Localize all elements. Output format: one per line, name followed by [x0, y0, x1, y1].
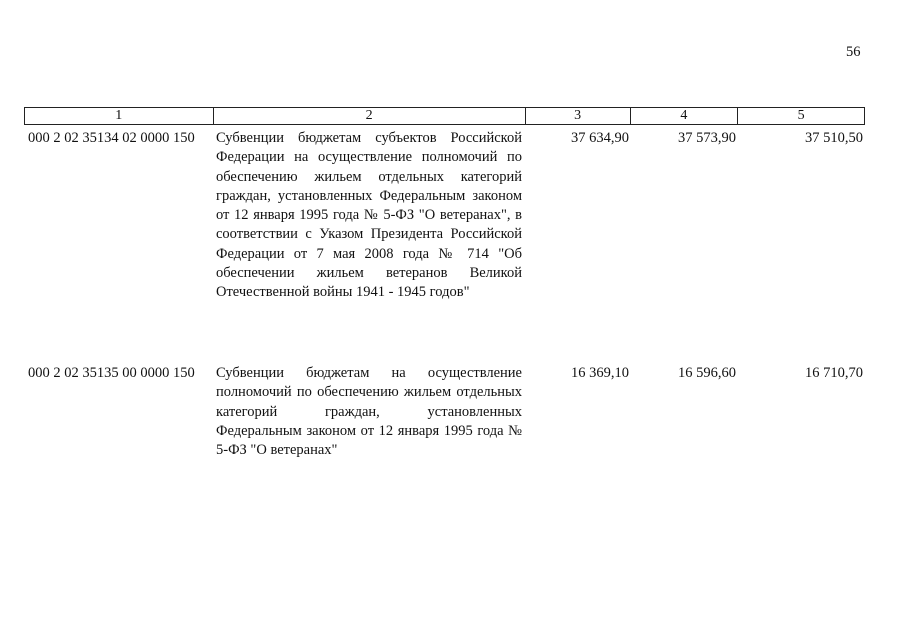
amount-col-5: 16 710,70 [805, 365, 863, 381]
header-cell-1: 1 [25, 108, 214, 124]
amount-col-4: 16 596,60 [678, 365, 736, 381]
page-number: 56 [846, 44, 861, 60]
row-description: Субвенции бюджетам субъектов Российской Федерации на осуществление полномочий по обеспечению жильем отдельных категорий граждан, установленных Федеральным законом от 12 января 1995 года № 5-ФЗ "О ветеранах", в соответствии с Указом Президента Российской Федерации от 7 мая 2008 года № 714 "Об обеспечении жильем ветеранов Великой Отечественной войны 1941 - 1945 годов" [216, 130, 522, 301]
header-cell-2: 2 [214, 108, 526, 124]
budget-table [24, 107, 865, 459]
header-cell-3: 3 [526, 108, 631, 124]
amount-col-4: 37 573,90 [678, 130, 736, 146]
table-row [24, 364, 865, 564]
amount-col-5: 37 510,50 [805, 130, 863, 146]
row-description: Субвенции бюджетам на осуществление полномочий по обеспечению жильем отдельных категорий граждан, установленных Федеральным законом от 12 января 1995 года № 5-ФЗ "О ветеранах" [216, 365, 522, 459]
amount-col-3: 37 634,90 [571, 130, 629, 146]
table-row [24, 129, 865, 329]
table-header-row [24, 107, 865, 125]
header-cell-4: 4 [631, 108, 739, 124]
amount-col-3: 16 369,10 [571, 365, 629, 381]
budget-code: 000 2 02 35134 02 0000 150 [28, 130, 195, 146]
header-cell-5: 5 [797, 108, 805, 123]
budget-code: 000 2 02 35135 00 0000 150 [28, 365, 195, 381]
